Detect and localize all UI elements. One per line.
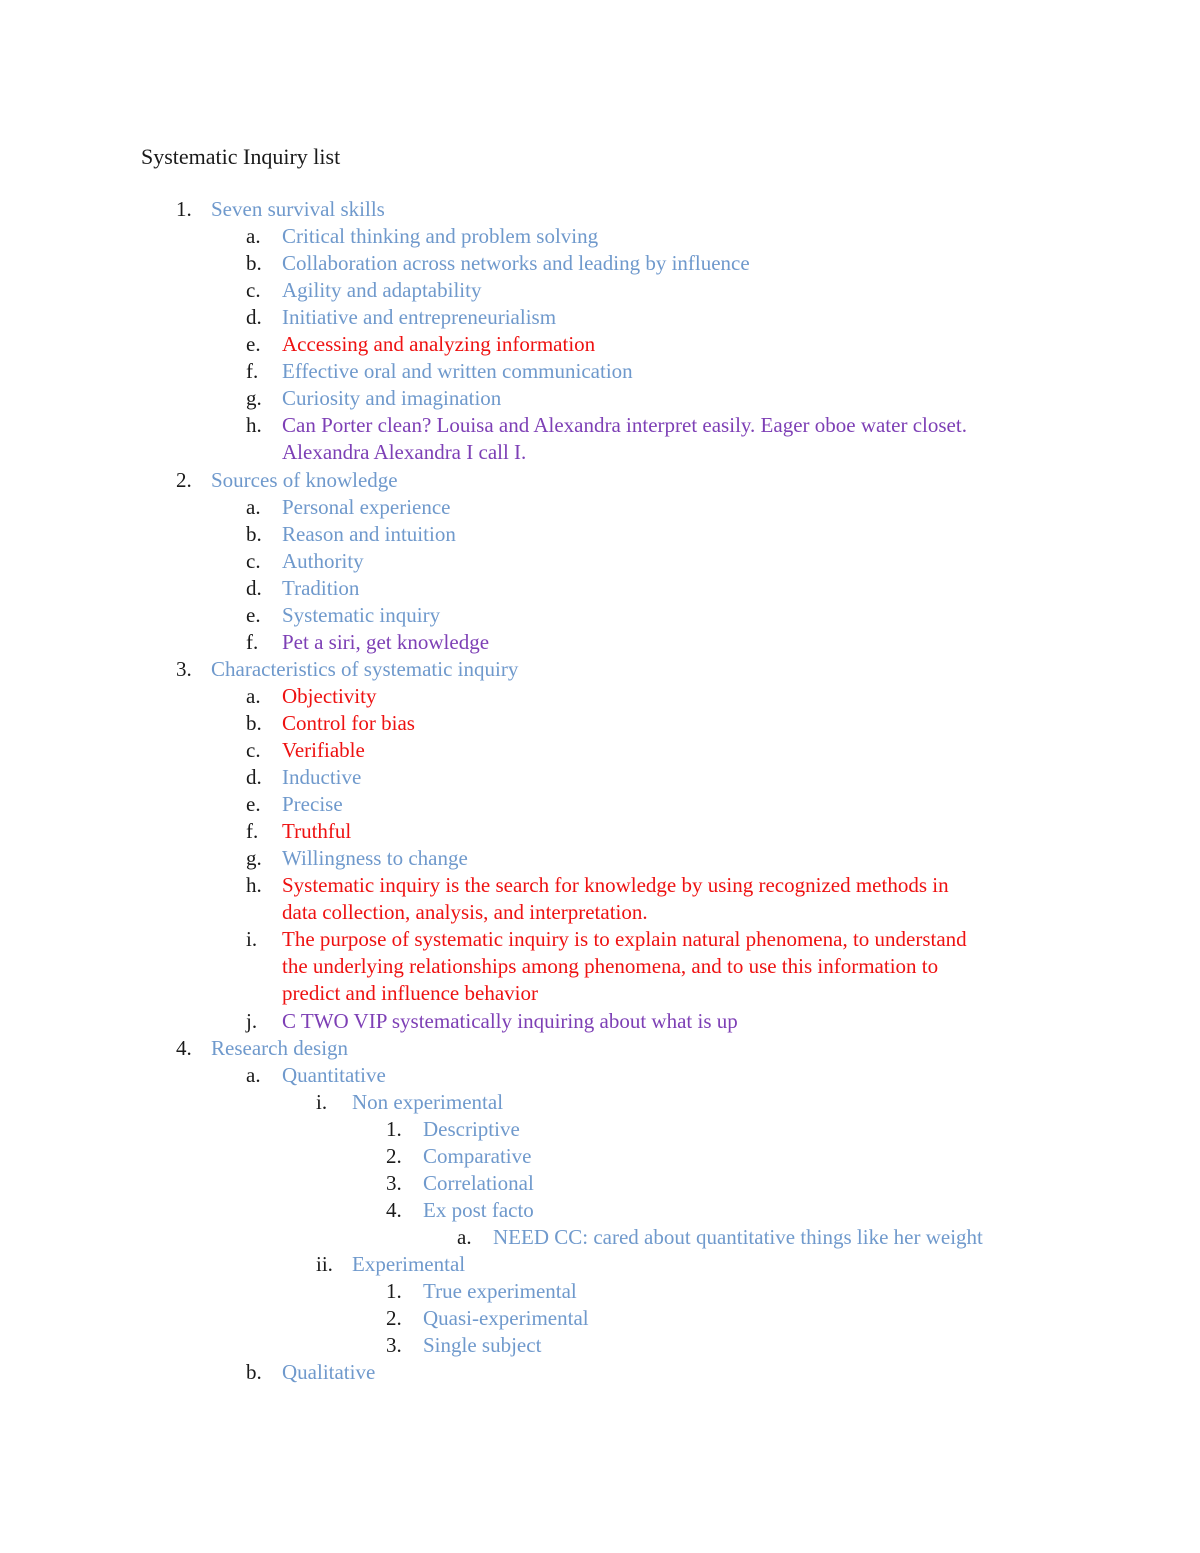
list-item-text: True experimental <box>423 1279 577 1303</box>
list-item-text: Authority <box>282 549 364 573</box>
list-item <box>0 602 1200 629</box>
list-item-text: Systematic inquiry <box>282 603 441 627</box>
list-item-marker: 1. <box>386 1279 402 1303</box>
list-item <box>0 926 1200 953</box>
list-item-marker: 2. <box>176 468 192 492</box>
list-item-marker: b. <box>246 1360 262 1384</box>
list-item-marker: 3. <box>386 1171 402 1195</box>
list-item-marker: e. <box>246 792 261 816</box>
list-item <box>0 223 1200 250</box>
list-item <box>0 710 1200 737</box>
list-item-text: Descriptive <box>423 1117 520 1141</box>
list-item-marker: a. <box>246 684 261 708</box>
list-item-text: Quantitative <box>282 1063 386 1087</box>
list-item <box>0 1008 1200 1035</box>
list-item <box>0 250 1200 277</box>
list-item-marker: 2. <box>386 1144 402 1168</box>
list-item <box>0 1197 1200 1224</box>
list-item-marker: i. <box>316 1090 328 1114</box>
list-item-marker: d. <box>246 765 262 789</box>
list-item-marker: a. <box>457 1225 472 1249</box>
list-item-marker: 1. <box>176 197 192 221</box>
list-item <box>0 304 1200 331</box>
list-item <box>0 791 1200 818</box>
list-item <box>0 575 1200 602</box>
list-item-marker: h. <box>246 413 262 437</box>
document-title: Systematic Inquiry list <box>141 144 341 169</box>
list-item-marker: c. <box>246 738 261 762</box>
list-item <box>0 385 1200 412</box>
list-item <box>0 899 1200 926</box>
list-item-marker: a. <box>246 495 261 519</box>
list-item-text: Accessing and analyzing information <box>282 332 596 356</box>
list-item-text: Effective oral and written communication <box>282 359 633 383</box>
list-item-marker: h. <box>246 873 262 897</box>
list-item-marker: i. <box>246 927 258 951</box>
list-item <box>0 1332 1200 1359</box>
list-item-marker: a. <box>246 1063 261 1087</box>
list-item <box>0 1143 1200 1170</box>
list-item <box>0 683 1200 710</box>
list-item <box>0 467 1200 494</box>
list-item-marker: c. <box>246 278 261 302</box>
list-item-marker: 1. <box>386 1117 402 1141</box>
list-item <box>0 277 1200 304</box>
list-item-marker: ii. <box>316 1252 333 1276</box>
list-item <box>0 439 1200 466</box>
list-item <box>0 1359 1200 1386</box>
list-item-text: Objectivity <box>282 684 377 708</box>
list-item-text: Seven survival skills <box>211 197 385 221</box>
list-item-text: Experimental <box>352 1252 466 1276</box>
list-item <box>0 494 1200 521</box>
list-item-text: Single subject <box>423 1333 542 1357</box>
list-item-text: Reason and intuition <box>282 522 456 546</box>
list-item <box>0 1170 1200 1197</box>
list-item-text: Inductive <box>282 765 362 789</box>
list-item-marker: f. <box>246 819 259 843</box>
list-item-marker: d. <box>246 576 262 600</box>
list-item <box>0 1251 1200 1278</box>
list-item-marker: 3. <box>386 1333 402 1357</box>
list-item-text: The purpose of systematic inquiry is to explain natural phenomena, to understand <box>282 927 967 951</box>
list-item-text: Quasi-experimental <box>423 1306 589 1330</box>
list-item-text: Research design <box>211 1036 349 1060</box>
list-item-text: NEED CC: cared about quantitative things like her weight <box>493 1225 983 1249</box>
list-item-marker: b. <box>246 251 262 275</box>
list-item-marker: j. <box>246 1009 258 1033</box>
list-item <box>0 1089 1200 1116</box>
list-item-text: Non experimental <box>352 1090 504 1114</box>
list-item-marker: a. <box>246 224 261 248</box>
list-item-text: Comparative <box>423 1144 532 1168</box>
list-item-text: Can Porter clean? Louisa and Alexandra interpret easily. Eager oboe water closet. <box>282 413 967 437</box>
list-item <box>0 521 1200 548</box>
list-item-marker: f. <box>246 630 259 654</box>
list-item-text: Collaboration across networks and leading by influence <box>282 251 750 275</box>
list-item-marker: 4. <box>176 1036 192 1060</box>
list-item-text: Tradition <box>282 576 360 600</box>
list-item-text: Systematic inquiry is the search for knowledge by using recognized methods in <box>282 873 949 897</box>
list-item-marker: f. <box>246 359 259 383</box>
list-item <box>0 980 1200 1007</box>
list-item-marker: g. <box>246 846 262 870</box>
list-item-text: Characteristics of systematic inquiry <box>211 657 519 681</box>
list-item-marker: 3. <box>176 657 192 681</box>
list-item <box>0 196 1200 223</box>
list-item-text: Sources of knowledge <box>211 468 398 492</box>
list-item-text: the underlying relationships among phenomena, and to use this information to <box>282 954 939 978</box>
list-item <box>0 656 1200 683</box>
list-item-text: Willingness to change <box>282 846 468 870</box>
list-item-marker: e. <box>246 332 261 356</box>
list-item-text: Initiative and entrepreneurialism <box>282 305 557 329</box>
list-item-text: Control for bias <box>282 711 415 735</box>
list-item <box>0 412 1200 439</box>
list-item-text: Pet a siri, get knowledge <box>282 630 490 654</box>
list-item <box>0 358 1200 385</box>
list-item <box>0 872 1200 899</box>
list-item-marker: d. <box>246 305 262 329</box>
list-item-marker: 4. <box>386 1198 402 1222</box>
list-item <box>0 764 1200 791</box>
list-item <box>0 1278 1200 1305</box>
list-item <box>0 331 1200 358</box>
list-item-text: Truthful <box>282 819 352 843</box>
list-item <box>0 1224 1200 1251</box>
list-item-text: Agility and adaptability <box>282 278 482 302</box>
list-item-marker: e. <box>246 603 261 627</box>
list-item-text: Ex post facto <box>423 1198 534 1222</box>
list-item-text: Precise <box>282 792 343 816</box>
list-item-text: Personal experience <box>282 495 451 519</box>
list-item-text: Qualitative <box>282 1360 376 1384</box>
list-item <box>0 818 1200 845</box>
list-item <box>0 737 1200 764</box>
list-item-marker: 2. <box>386 1306 402 1330</box>
list-item-text: Curiosity and imagination <box>282 386 502 410</box>
list-item-text: data collection, analysis, and interpretation. <box>282 900 648 924</box>
list-item <box>0 1062 1200 1089</box>
list-item-marker: b. <box>246 522 262 546</box>
list-item-marker: b. <box>246 711 262 735</box>
list-item-text: Alexandra Alexandra I call I. <box>282 440 527 464</box>
list-item <box>0 1116 1200 1143</box>
list-item <box>0 953 1200 980</box>
list-item-text: Correlational <box>423 1171 534 1195</box>
list-item-text: predict and influence behavior <box>282 981 538 1005</box>
list-item-marker: c. <box>246 549 261 573</box>
list-item <box>0 845 1200 872</box>
list-item <box>0 548 1200 575</box>
list-item-marker: g. <box>246 386 262 410</box>
list-item-text: Critical thinking and problem solving <box>282 224 599 248</box>
list-item <box>0 629 1200 656</box>
list-item <box>0 1305 1200 1332</box>
list-item-text: C TWO VIP systematically inquiring about what is up <box>282 1009 738 1033</box>
list-item <box>0 1035 1200 1062</box>
list-item-text: Verifiable <box>282 738 365 762</box>
